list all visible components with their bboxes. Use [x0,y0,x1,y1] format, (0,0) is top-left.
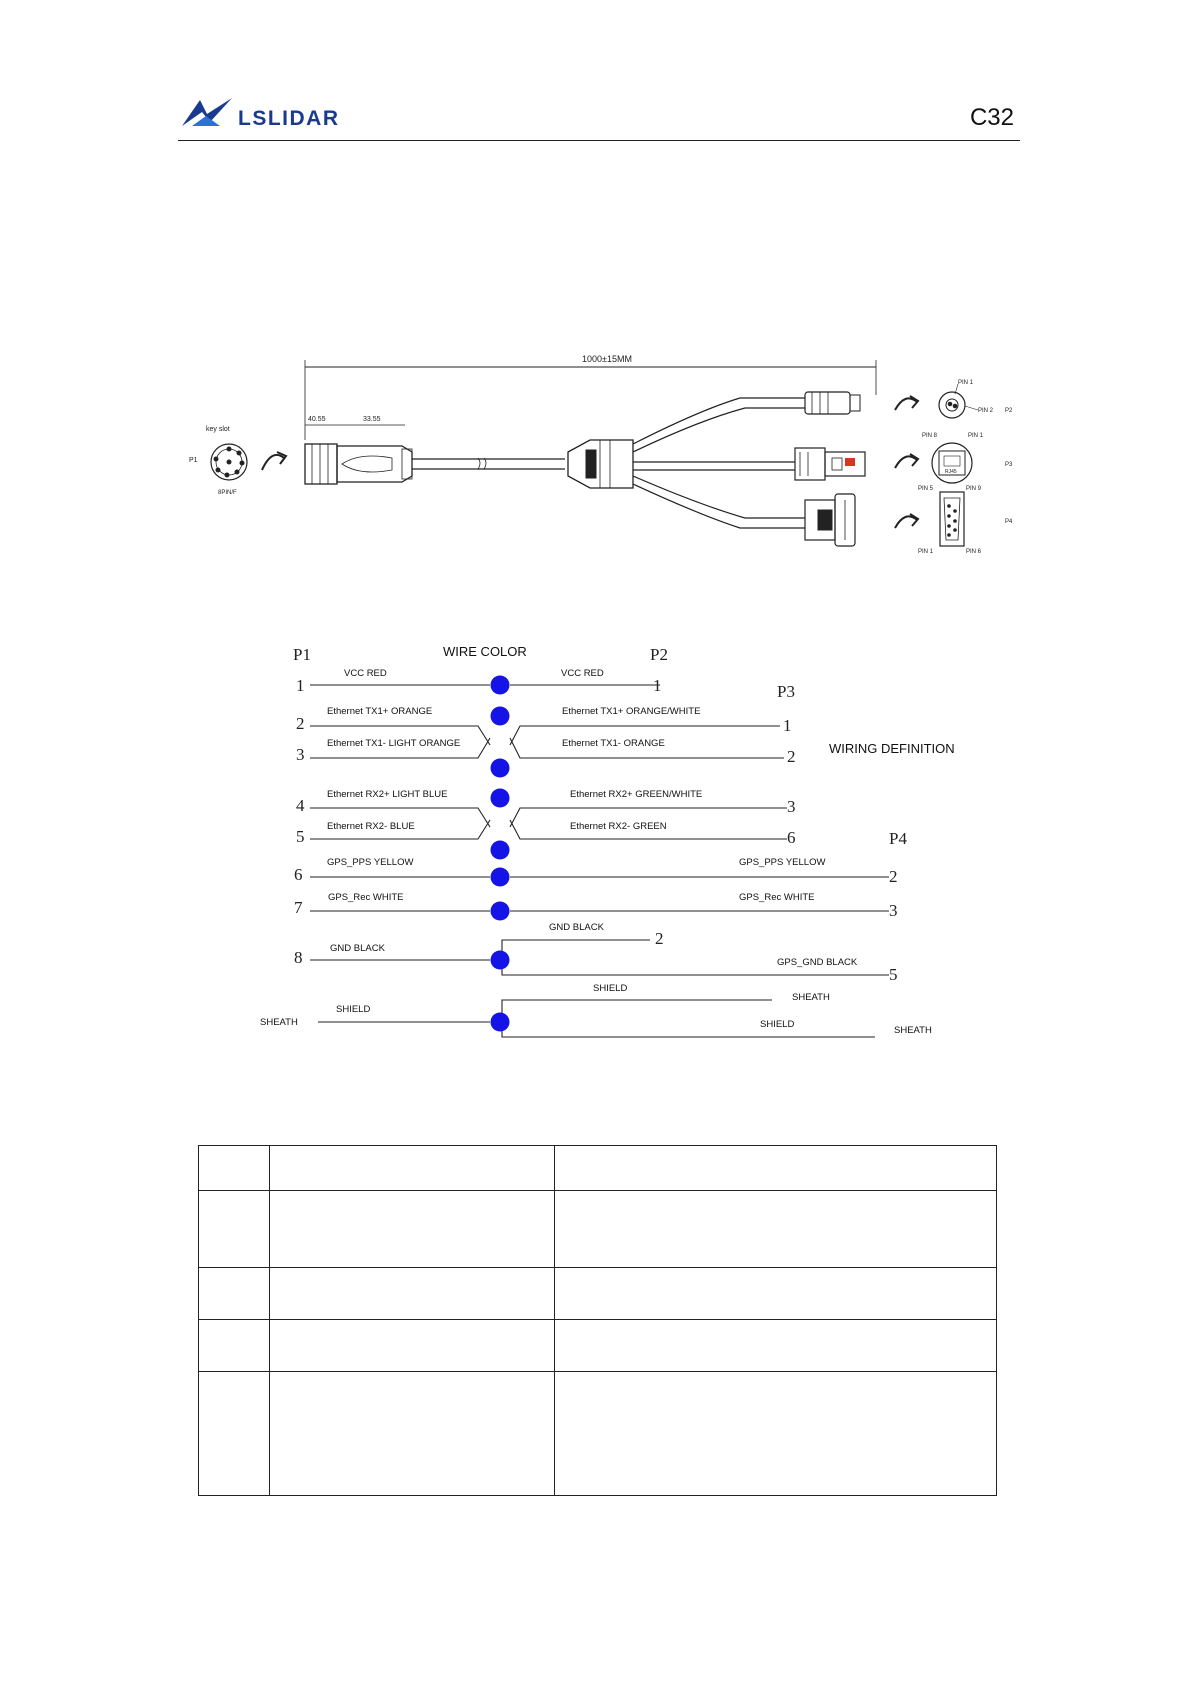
p3-face-text: RJ45 [945,469,957,475]
p3-pin-3: 3 [787,797,796,816]
table-cell [270,1146,555,1191]
p1-pin-3: 3 [296,745,305,764]
table-row [199,1191,997,1268]
table-row [199,1320,997,1372]
wiring-definition-title: WIRING DEFINITION [829,741,955,756]
table-cell [270,1191,555,1268]
left-wire-label-5: Ethernet RX2- BLUE [327,821,415,832]
p3-wire-label-2: Ethernet TX1- ORANGE [562,738,665,749]
p3-connector-face [922,433,1013,483]
p1-label: P1 [293,645,311,664]
table-row [199,1372,997,1496]
p2-shield-label: SHIELD [593,983,628,994]
wire-dot [491,951,510,970]
p3-pin-6: 6 [787,828,796,847]
p4-wire-label-3: GPS_GND BLACK [777,957,858,968]
table-cell [270,1320,555,1372]
dim-mid: 33.55 [363,416,381,423]
p1-pin-6: 6 [294,865,303,884]
dim-left: 40.55 [308,416,326,423]
p3-plug [795,448,865,480]
wire-dot [491,789,510,808]
p3-wire-label-1: Ethernet TX1+ ORANGE/WHITE [562,706,701,717]
p4-pin-5: 5 [889,965,898,984]
p2-pin-1: 1 [653,676,662,695]
table-row [199,1146,997,1191]
p1-pin-8: 8 [294,948,303,967]
p2-pin-2: 2 [655,929,664,948]
table-cell [555,1146,997,1191]
table-cell [270,1372,555,1496]
main-cable [412,458,565,469]
p2-sheath-label: SHEATH [792,992,830,1003]
p2-pin1-label: PIN 1 [958,380,974,386]
left-wire-label-3: Ethernet TX1- LIGHT ORANGE [327,738,461,749]
p1-plug-body [305,444,412,484]
left-sheath-label: SHEATH [260,1017,298,1028]
p4-label: P4 [889,829,907,848]
wire-dot [491,902,510,921]
p2-vcc-label: VCC RED [561,668,604,679]
table-cell [555,1320,997,1372]
wire-dot [491,868,510,887]
cable-splitter [568,440,633,488]
left-wire-label-1: VCC RED [344,668,387,679]
p1-pin-7: 7 [294,898,303,917]
table-cell [270,1268,555,1320]
wire-color-dots [491,676,510,1032]
p3-side-label: P3 [1005,462,1013,468]
p4-wire-label-2: GPS_Rec WHITE [739,892,815,903]
p4-wire-label-1: GPS_PPS YELLOW [739,857,826,868]
length-dimension: 1000±15MM [582,354,632,364]
p4-pin1-label: PIN 1 [918,549,934,555]
p4-plug [805,494,855,546]
p1-pin-5: 5 [296,827,305,846]
wire-dot [491,841,510,860]
p2-label: P2 [650,645,668,664]
p1-pin-2: 2 [296,714,305,733]
p3-pin-1: 1 [783,716,792,735]
left-wire-label-4: Ethernet RX2+ LIGHT BLUE [327,789,448,800]
left-wire-label-7: GPS_Rec WHITE [328,892,404,903]
table-cell [199,1268,270,1320]
table-row [199,1268,997,1320]
left-wire-label-6: GPS_PPS YELLOW [327,857,414,868]
p4-side-label: P4 [1005,519,1013,525]
p3-pin-2: 2 [787,747,796,766]
p3-pin8-label: PIN 8 [922,433,938,439]
left-wire-label-8: GND BLACK [330,943,385,954]
p3-label: P3 [777,682,795,701]
p2-side-label: P2 [1005,408,1013,414]
table-cell [555,1268,997,1320]
p3-wire-label-4: Ethernet RX2- GREEN [570,821,667,832]
wire-dot [491,676,510,695]
p4-sheath-label: SHEATH [894,1025,932,1036]
p1-pin-1: 1 [296,676,305,695]
p4-connector-face [918,486,1013,555]
p1-face-caption: 8PIN/F [218,490,237,496]
table-cell [199,1191,270,1268]
logo-wordmark: LSLIDAR [238,107,340,130]
rotate-arrow-icon [895,396,918,528]
p4-pin9-label: PIN 9 [966,486,982,492]
table-cell [199,1372,270,1496]
p2-pin2-label: PIN 2 [978,408,994,414]
p1-connector-face [189,426,247,496]
rotate-arrow-icon [262,452,286,470]
wire-dot [491,707,510,726]
wire-dot [491,1013,510,1032]
p4-shield-label: SHIELD [760,1019,795,1030]
left-wire-label-2: Ethernet TX1+ ORANGE [327,706,433,717]
wire-dot [491,759,510,778]
wiring-diagram [260,644,955,1037]
table-cell [199,1320,270,1372]
p2-connector-face [939,380,1013,418]
p2-plug [805,392,860,414]
p1-side-label: P1 [189,457,198,464]
p4-pin6-label: PIN 6 [966,549,982,555]
key-slot-label: key slot [206,426,230,433]
p3-wire-label-3: Ethernet RX2+ GREEN/WHITE [570,789,703,800]
branch-cables [633,398,805,528]
pin-definition-table [198,1145,997,1496]
p3-pin1-label: PIN 1 [968,433,984,439]
p4-pin5-label: PIN 5 [918,486,934,492]
p4-pin-3: 3 [889,901,898,920]
p1-pin-4: 4 [296,796,305,815]
p2-gnd-label: GND BLACK [549,922,604,933]
table-cell [555,1191,997,1268]
wire-color-title: WIRE COLOR [443,644,527,659]
table-cell [199,1146,270,1191]
p4-pin-2: 2 [889,867,898,886]
table-cell [555,1372,997,1496]
document-code: C32 [969,104,1014,131]
cable-assembly-drawing [189,354,1013,555]
left-shield-label: SHIELD [336,1004,371,1015]
